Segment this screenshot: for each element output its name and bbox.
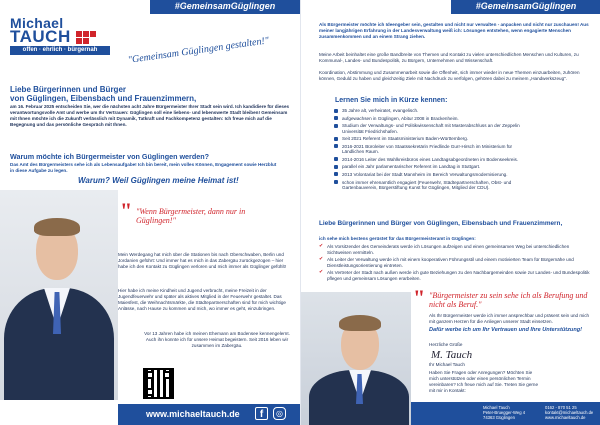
regards: Herzliche Grüße bbox=[429, 342, 463, 347]
qualification-list bbox=[319, 244, 591, 283]
cv-heading: Lernen Sie mich in Kürze kennen: bbox=[335, 97, 448, 104]
why-heading: Warum möchte ich Bürgermeister von Güglingen werden? bbox=[10, 152, 210, 161]
qr-code[interactable] bbox=[143, 368, 174, 399]
logo-last-name: TAUCH bbox=[10, 27, 71, 46]
closing-text: Als Ihr Bürgermeister werde ich immer ansprechbar und präsent sein und mich mit ganzem Herzen für die Anliegen unserer Stadt einsetzen. bbox=[429, 313, 590, 324]
cv-item: Seit 2021 Referent im Staatsministerium Baden-Württemberg. bbox=[333, 136, 533, 141]
greet-subheading-right: ich sehe mich bestens gerüstet für das Bürgermeisteramt in Güglingen: bbox=[319, 236, 476, 241]
bio-paragraph-1: Mein Werdegang hat mich über die Stationen bis nach Oberschwaben, Berlin und Jordanien geführt: Und immer hat es mich in das Zabergäu zurückgezogen – hier habe ich den Kontakt zu Güglingen verloren und mich immer als Güglinger gefühlt! bbox=[118, 252, 287, 269]
greeting-heading-2: von Güglingen, Eibensbach und Frauenzimmern, bbox=[10, 94, 197, 103]
facebook-icon[interactable]: f bbox=[255, 407, 268, 420]
contact-street: Peter-Bruegger-Weg 4 bbox=[483, 410, 526, 415]
qualification-item: ✔ Als Leiter der Verwaltung werde ich mit einem kooperativen Führungsstil und einem motivierten Team für Bürgernähe und Dienstleistungsorientierung eintreten. bbox=[319, 257, 591, 269]
bio-paragraph-2: Hier habe ich meine Kindheit und Jugend verbracht, meine Freizeit in der Jugendfeuerwehr und später als aktives Mitglied in der Feuerwehr gestaltet. Das Maiesfest, die Weihnachtsmärkte, die Städtepartnerschaften sind für mich wichtige Anlässe, nach Hause zu kommen und mich, wo immer es geht, einzubringen. bbox=[118, 288, 286, 311]
logo-tagline: offen · ehrlich · bürgernah bbox=[10, 46, 110, 55]
intro-text: am 16. Februar 2025 entscheiden Sie, wer die nächsten acht Jahre Bürgermeister Ihrer Stadt sein wird. Ich kandidiere für dieses verantwortungsvolle Amt und werbe um Ihr Vertrauen: Güglingen soll eine liebens- und lebenswerte Stadt bleiben! Gemeinsam mit Ihnen möchte ich die Zukunft verlässlich mit Dynamik, Tatkraft und Fachkompetenz gestalten: Ich freue mich auf die Begegnung und das persönliche Gespräch mit Ihnen. bbox=[10, 104, 290, 127]
candidate-photo-right bbox=[301, 292, 411, 425]
right-intro-p2: Koordination, Abstimmung und Zusammenarbeit sowie die Offenheit, sich immer wieder in neue Themen einzuarbeiten, zuhören können, Geduld zu haben und gleichzeitig Ziele mit Nachdruck zu verfolgen, gehören dabei zu meinem „Handwerkszeug". bbox=[319, 70, 580, 81]
cv-item: Studium der Verwaltungs- und Politikwissenschaft mit Masterabschluss an der Zeppelin Universität Friedrichshafen. bbox=[333, 123, 533, 134]
website-link[interactable]: www.michaeltauch.de bbox=[146, 409, 240, 419]
cv-item: schon immer ehrenamtlich engagiert (Feuerwehr, Städtepartnerschaften, Obst- und Gartenbauverein, Bürgerstiftung Kunst für Güglingen, Mitglied der CDU). bbox=[333, 180, 533, 191]
contact-phone[interactable]: 0162 - 870 51 25 bbox=[545, 405, 577, 410]
right-page bbox=[300, 0, 600, 425]
greeting-heading-1: Liebe Bürgerinnen und Bürger bbox=[10, 85, 127, 94]
qualification-item: ✔ Als Vorsitzender des Gemeinderats werde ich Lösungen aufzeigen und einen gemeinsamen Weg bei unterschiedlichen Sichtweisen vermitteln. bbox=[319, 244, 591, 256]
right-intro-p1: Meine Arbeit beinhaltet eine große Bandbreite von Themen und Kontakt zu vielen unterschiedlichen Menschen und Kulturen, zu Kommunal-, Landes- und Bundespolitik, zu Bürgern, Unternehmen und Wissenschaft. bbox=[319, 52, 579, 63]
cv-item: aufgewachsen in Güglingen, Abitur 2008 in Brackenheim. bbox=[333, 116, 533, 121]
hashtag-banner: #GemeinsamGüglingen bbox=[150, 0, 300, 14]
contact-name: Michael Tauch bbox=[483, 405, 510, 410]
right-intro-bold: Als Bürgermeister möchte ich Ideengeber sein, gestalten und nicht nur verwalten - anpacken und nicht nur zuschauen! Aus meiner langjährigen Erfahrung in der Landesverwaltung weiß ich: Lösungen entstehen, wenn engagierte Menschen zusammenkommen und an einem Strang ziehen. bbox=[319, 22, 589, 39]
cv-list bbox=[333, 108, 533, 193]
greet-heading-right: Liebe Bürgerinnen und Bürger von Güglingen, Eibensbach und Frauenzimmern, bbox=[319, 220, 563, 227]
signature: M. Tauch bbox=[431, 349, 473, 361]
bio-paragraph-3: Vor 13 Jahren habe ich meinen Ehemann am Bodensee kennengelernt. Auch ihn konnte ich für unsere Heimat begeistern. Seit 2016 leben wir zusammen im Zabergäu. bbox=[144, 331, 290, 348]
cv-item: 2016-2021 Büroleiter von Staatssekretärin Friedlinde Gurr-Hirsch im Ministerium für Ländlichen Raum. bbox=[333, 144, 533, 155]
quote-left: "Wenn Bürgermeister, dann nur in Güglingen!" bbox=[136, 207, 246, 225]
cv-item: parallel ein Jahr parlamentarischer Referent im Landtag in Stuttgart. bbox=[333, 164, 533, 169]
quote-mark-left: " bbox=[120, 198, 133, 223]
instagram-icon[interactable]: ◎ bbox=[273, 407, 286, 420]
quote-mark-right: " bbox=[413, 285, 426, 310]
cv-item: 2014-2016 Leiter des Wahlkreisbüros eines Landtagsabgeordneten im Bodenseekreis. bbox=[333, 157, 533, 162]
candidate-photo-left bbox=[0, 190, 118, 400]
why-text: Das Amt des Bürgermeisters sehe ich als Lebensaufgabe! Ich bin bereit, mein volles Können, Engagement sowie Herzblut in diese Aufgabe zu legen. bbox=[10, 162, 277, 173]
contact-email[interactable]: kontakt@michaeltauch.de bbox=[545, 410, 594, 415]
contact-city: 74363 Güglingen bbox=[483, 415, 515, 420]
cv-item: 35 Jahre alt, verheiratet, evangelisch. bbox=[333, 108, 533, 113]
logo-red-squares bbox=[76, 31, 116, 45]
quote-right: "Bürgermeister zu sein sehe ich als Berufung und nicht als Beruf." bbox=[429, 291, 588, 309]
logo-first-name: Michael bbox=[10, 15, 64, 31]
closing-bold: Dafür werbe ich um Ihr Vertrauen und Ihre Unterstützung! bbox=[429, 327, 583, 333]
questions-text: Haben Sie Fragen oder Anregungen? Möchten Sie mich unterstützen oder einen persönlichen Termin vereinbaren? Ich freue mich auf Sie. Treten Sie gerne mit mir in Kontakt: bbox=[429, 370, 539, 393]
why-answer: Warum? Weil Güglingen meine Heimat ist! bbox=[78, 176, 239, 185]
qualification-item: ✔ Als Vertreter der Stadt nach außen werde ich gute Beziehungen zu den Nachbargemeinden sowie zur Landes- und Bundespolitik pflegen und gemeinsam Lösungen erarbeiten. bbox=[319, 270, 591, 282]
hashtag-banner-right: #GemeinsamGüglingen bbox=[451, 0, 600, 14]
contact-web[interactable]: www.michaeltauch.de bbox=[545, 415, 586, 420]
candidate-name: Ihr Michael Tauch bbox=[429, 362, 465, 367]
cv-item: 2013 Volontariat bei der Stadt Mannheim im Bereich Verwaltungsmodernisierung. bbox=[333, 172, 533, 177]
slogan: "Gemeinsam Güglingen gestalten!" bbox=[127, 35, 270, 66]
